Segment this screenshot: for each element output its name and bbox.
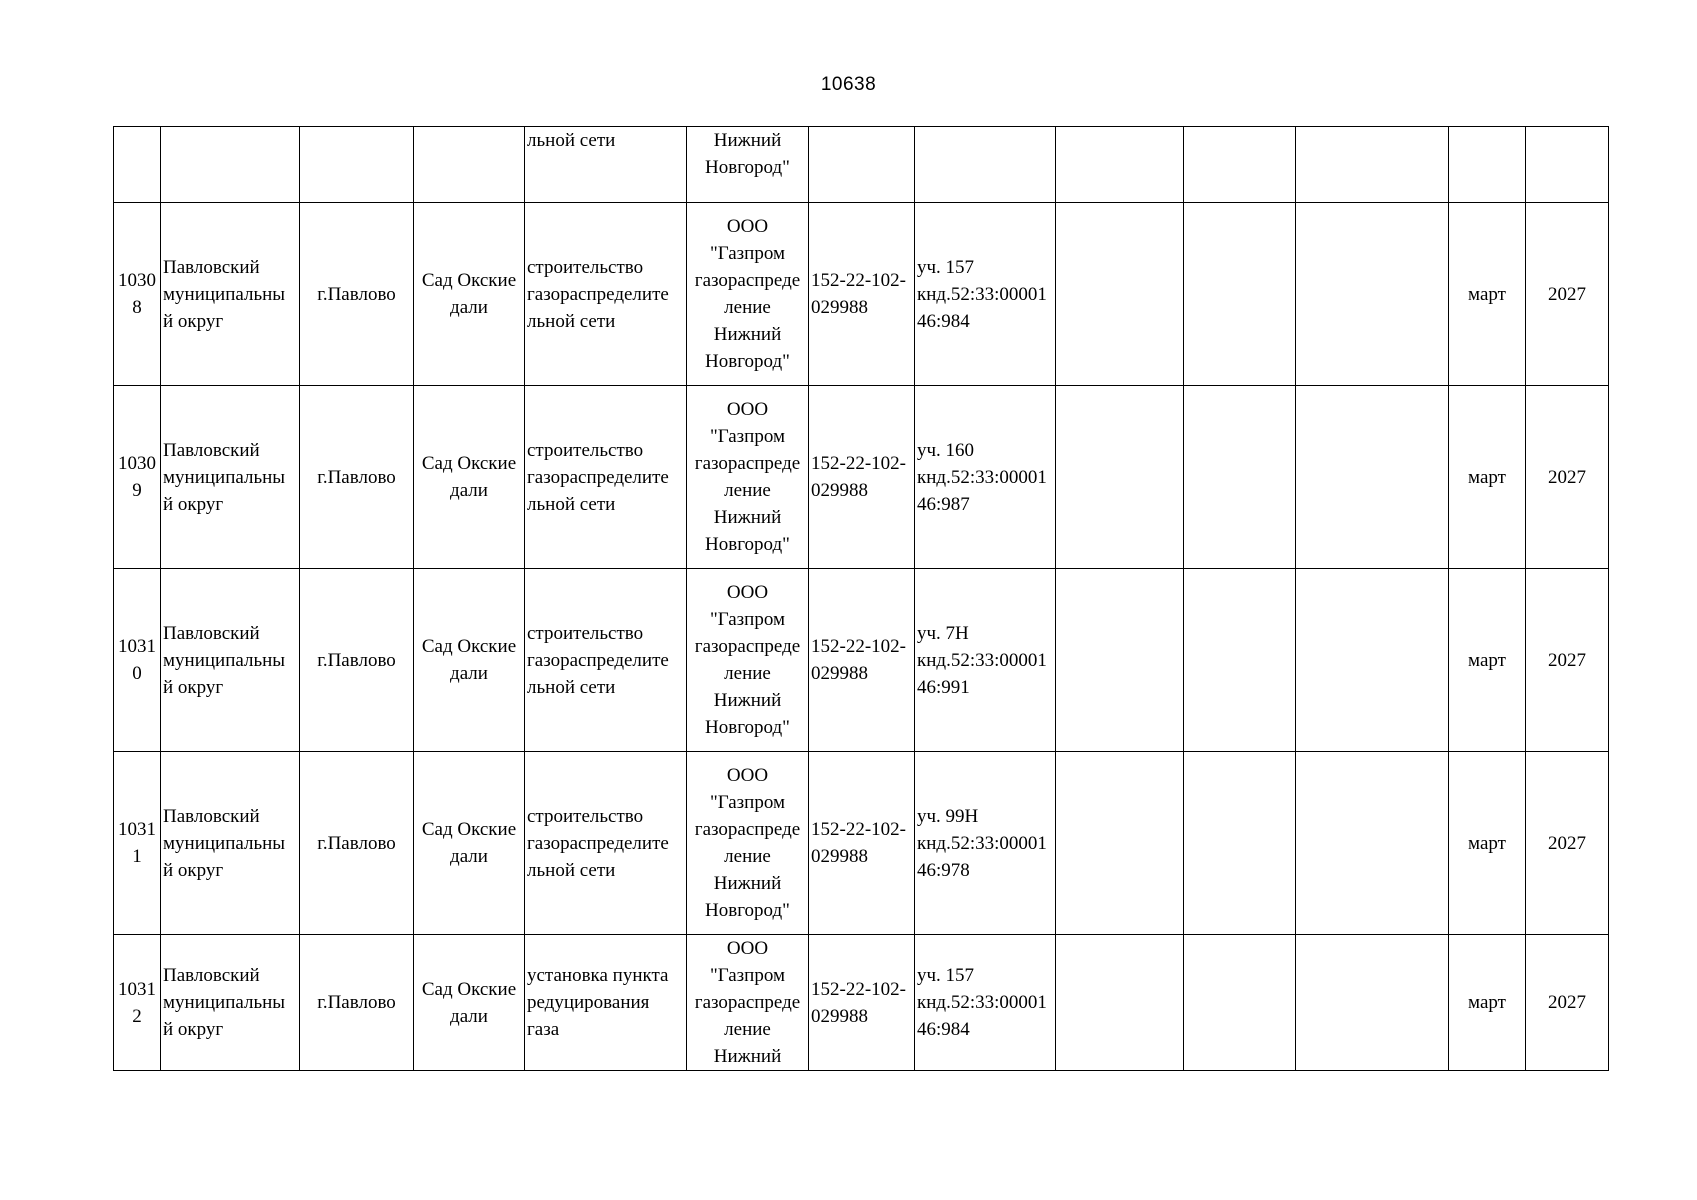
registry-table	[113, 126, 1609, 1071]
license-text: 152-22-102- 029988	[811, 636, 906, 684]
city-text: г.Павлово	[317, 466, 396, 488]
cell-month	[1449, 752, 1526, 935]
table-row-continuation	[114, 127, 1609, 203]
page-number: 10638	[820, 74, 877, 95]
cell-license	[809, 935, 915, 1071]
cell-location	[414, 752, 525, 935]
month-text: март	[1468, 832, 1506, 854]
cell-empty-2	[1184, 752, 1296, 935]
cell-license	[809, 386, 915, 569]
cell-id	[114, 569, 161, 752]
cell-purpose	[525, 935, 687, 1071]
city-text: г.Павлово	[317, 992, 396, 1013]
plot-text: уч. 160 кнд.52:33:00001 46:987	[917, 439, 1047, 515]
district-text: Павловский муниципальны й округ	[163, 805, 286, 881]
cell-empty-3	[1296, 935, 1449, 1071]
cell-organization	[687, 203, 809, 386]
year-text: 2027	[1548, 992, 1586, 1013]
year-text: 2027	[1548, 283, 1586, 305]
table-row	[114, 203, 1609, 386]
purpose-text: строительство газораспределите льной сети	[527, 256, 669, 332]
organization-text: ООО "Газпром газораспреде ление Нижний Новгород"	[694, 399, 801, 555]
cell-empty-1	[1056, 203, 1184, 386]
id-text: 1031 1	[118, 819, 156, 867]
cell-plot	[915, 127, 1056, 203]
cell-location	[414, 569, 525, 752]
cell-empty-3	[1296, 386, 1449, 569]
plot-text: уч. 157 кнд.52:33:00001 46:984	[917, 965, 1047, 1040]
cell-year	[1526, 752, 1609, 935]
cell-organization	[687, 752, 809, 935]
table-row	[114, 569, 1609, 752]
cell-plot	[915, 203, 1056, 386]
cell-month	[1449, 203, 1526, 386]
license-text: 152-22-102- 029988	[811, 453, 906, 501]
plot-text: уч. 7Н кнд.52:33:00001 46:991	[917, 622, 1047, 698]
cell-plot	[915, 569, 1056, 752]
cell-purpose	[525, 203, 687, 386]
cell-id	[114, 127, 161, 203]
location-text: Сад Окские дали	[421, 453, 517, 501]
cell-month	[1449, 569, 1526, 752]
table-row	[114, 752, 1609, 935]
district-text: Павловский муниципальны й округ	[163, 256, 286, 332]
district-text: Павловский муниципальны й округ	[163, 965, 286, 1040]
year-text: 2027	[1548, 466, 1586, 488]
purpose-text: строительство газораспределите льной сети	[527, 622, 669, 698]
purpose-text: строительство газораспределите льной сети	[527, 439, 669, 515]
cell-month	[1449, 935, 1526, 1071]
cell-district	[161, 203, 300, 386]
month-text: март	[1468, 283, 1506, 305]
organization-text: ООО "Газпром газораспреде ление Нижний	[694, 938, 801, 1067]
district-text: Павловский муниципальны й округ	[163, 622, 286, 698]
id-text: 1031 0	[118, 636, 156, 684]
license-text: 152-22-102- 029988	[811, 978, 906, 1027]
organization-text: ООО "Газпром газораспреде ление Нижний Новгород"	[694, 216, 801, 372]
cell-district	[161, 386, 300, 569]
district-text: Павловский муниципальны й округ	[163, 439, 286, 515]
cell-plot	[915, 386, 1056, 569]
cell-empty-1	[1056, 386, 1184, 569]
cell-district	[161, 127, 300, 203]
cell-district	[161, 569, 300, 752]
table-row	[114, 386, 1609, 569]
cell-empty-2	[1184, 935, 1296, 1071]
license-text: 152-22-102- 029988	[811, 270, 906, 318]
cell-city	[300, 752, 414, 935]
cell-empty-3	[1296, 127, 1449, 203]
cell-empty-3	[1296, 203, 1449, 386]
id-text: 1030 9	[118, 453, 156, 501]
cell-id	[114, 752, 161, 935]
plot-text: уч. 99Н кнд.52:33:00001 46:978	[917, 805, 1047, 881]
cell-month	[1449, 127, 1526, 203]
location-text: Сад Окские дали	[421, 636, 517, 684]
plot-text: уч. 157 кнд.52:33:00001 46:984	[917, 256, 1047, 332]
id-text: 1031 2	[118, 978, 156, 1027]
cell-empty-1	[1056, 569, 1184, 752]
cell-empty-1	[1056, 127, 1184, 203]
cell-location	[414, 203, 525, 386]
cell-location	[414, 386, 525, 569]
cell-id	[114, 935, 161, 1071]
cell-city	[300, 203, 414, 386]
cell-empty-2	[1184, 569, 1296, 752]
year-text: 2027	[1548, 832, 1586, 854]
cell-district	[161, 752, 300, 935]
cell-district	[161, 935, 300, 1071]
month-text: март	[1468, 992, 1506, 1013]
cell-empty-1	[1056, 752, 1184, 935]
purpose-text: установка пункта редуцирования газа	[527, 965, 669, 1040]
cell-purpose	[525, 127, 687, 203]
cell-organization	[687, 127, 809, 203]
month-text: март	[1468, 649, 1506, 671]
purpose-text: строительство газораспределите льной сети	[527, 805, 669, 881]
city-text: г.Павлово	[317, 649, 396, 671]
location-text: Сад Окские дали	[421, 270, 517, 318]
cell-plot	[915, 935, 1056, 1071]
cell-empty-2	[1184, 127, 1296, 203]
license-text: 152-22-102- 029988	[811, 819, 906, 867]
cell-city	[300, 935, 414, 1071]
id-text: 1030 8	[118, 270, 156, 318]
cell-empty-3	[1296, 752, 1449, 935]
cell-city	[300, 386, 414, 569]
cell-year	[1526, 386, 1609, 569]
cell-license	[809, 127, 915, 203]
cell-empty-2	[1184, 386, 1296, 569]
city-text: г.Павлово	[317, 832, 396, 854]
cell-year	[1526, 569, 1609, 752]
organization-text: Нижний Новгород"	[705, 130, 790, 178]
cell-id	[114, 203, 161, 386]
cell-location	[414, 127, 525, 203]
city-text: г.Павлово	[317, 283, 396, 305]
cell-organization	[687, 569, 809, 752]
organization-text: ООО "Газпром газораспреде ление Нижний Новгород"	[694, 582, 801, 738]
cell-year	[1526, 203, 1609, 386]
cell-year	[1526, 935, 1609, 1071]
cell-empty-3	[1296, 569, 1449, 752]
cell-empty-2	[1184, 203, 1296, 386]
cell-location	[414, 935, 525, 1071]
cell-month	[1449, 386, 1526, 569]
organization-text: ООО "Газпром газораспреде ление Нижний Новгород"	[694, 765, 801, 921]
cell-organization	[687, 935, 809, 1071]
cell-city	[300, 127, 414, 203]
purpose-text: льной сети	[527, 130, 616, 151]
year-text: 2027	[1548, 649, 1586, 671]
cell-plot	[915, 752, 1056, 935]
cell-id	[114, 386, 161, 569]
cell-purpose	[525, 569, 687, 752]
cell-organization	[687, 386, 809, 569]
cell-license	[809, 203, 915, 386]
location-text: Сад Окские дали	[421, 819, 517, 867]
cell-empty-1	[1056, 935, 1184, 1071]
location-text: Сад Окские дали	[421, 978, 517, 1027]
cell-year	[1526, 127, 1609, 203]
cell-license	[809, 752, 915, 935]
cell-license	[809, 569, 915, 752]
cell-purpose	[525, 752, 687, 935]
table-row	[114, 935, 1609, 1071]
cell-city	[300, 569, 414, 752]
cell-purpose	[525, 386, 687, 569]
month-text: март	[1468, 466, 1506, 488]
